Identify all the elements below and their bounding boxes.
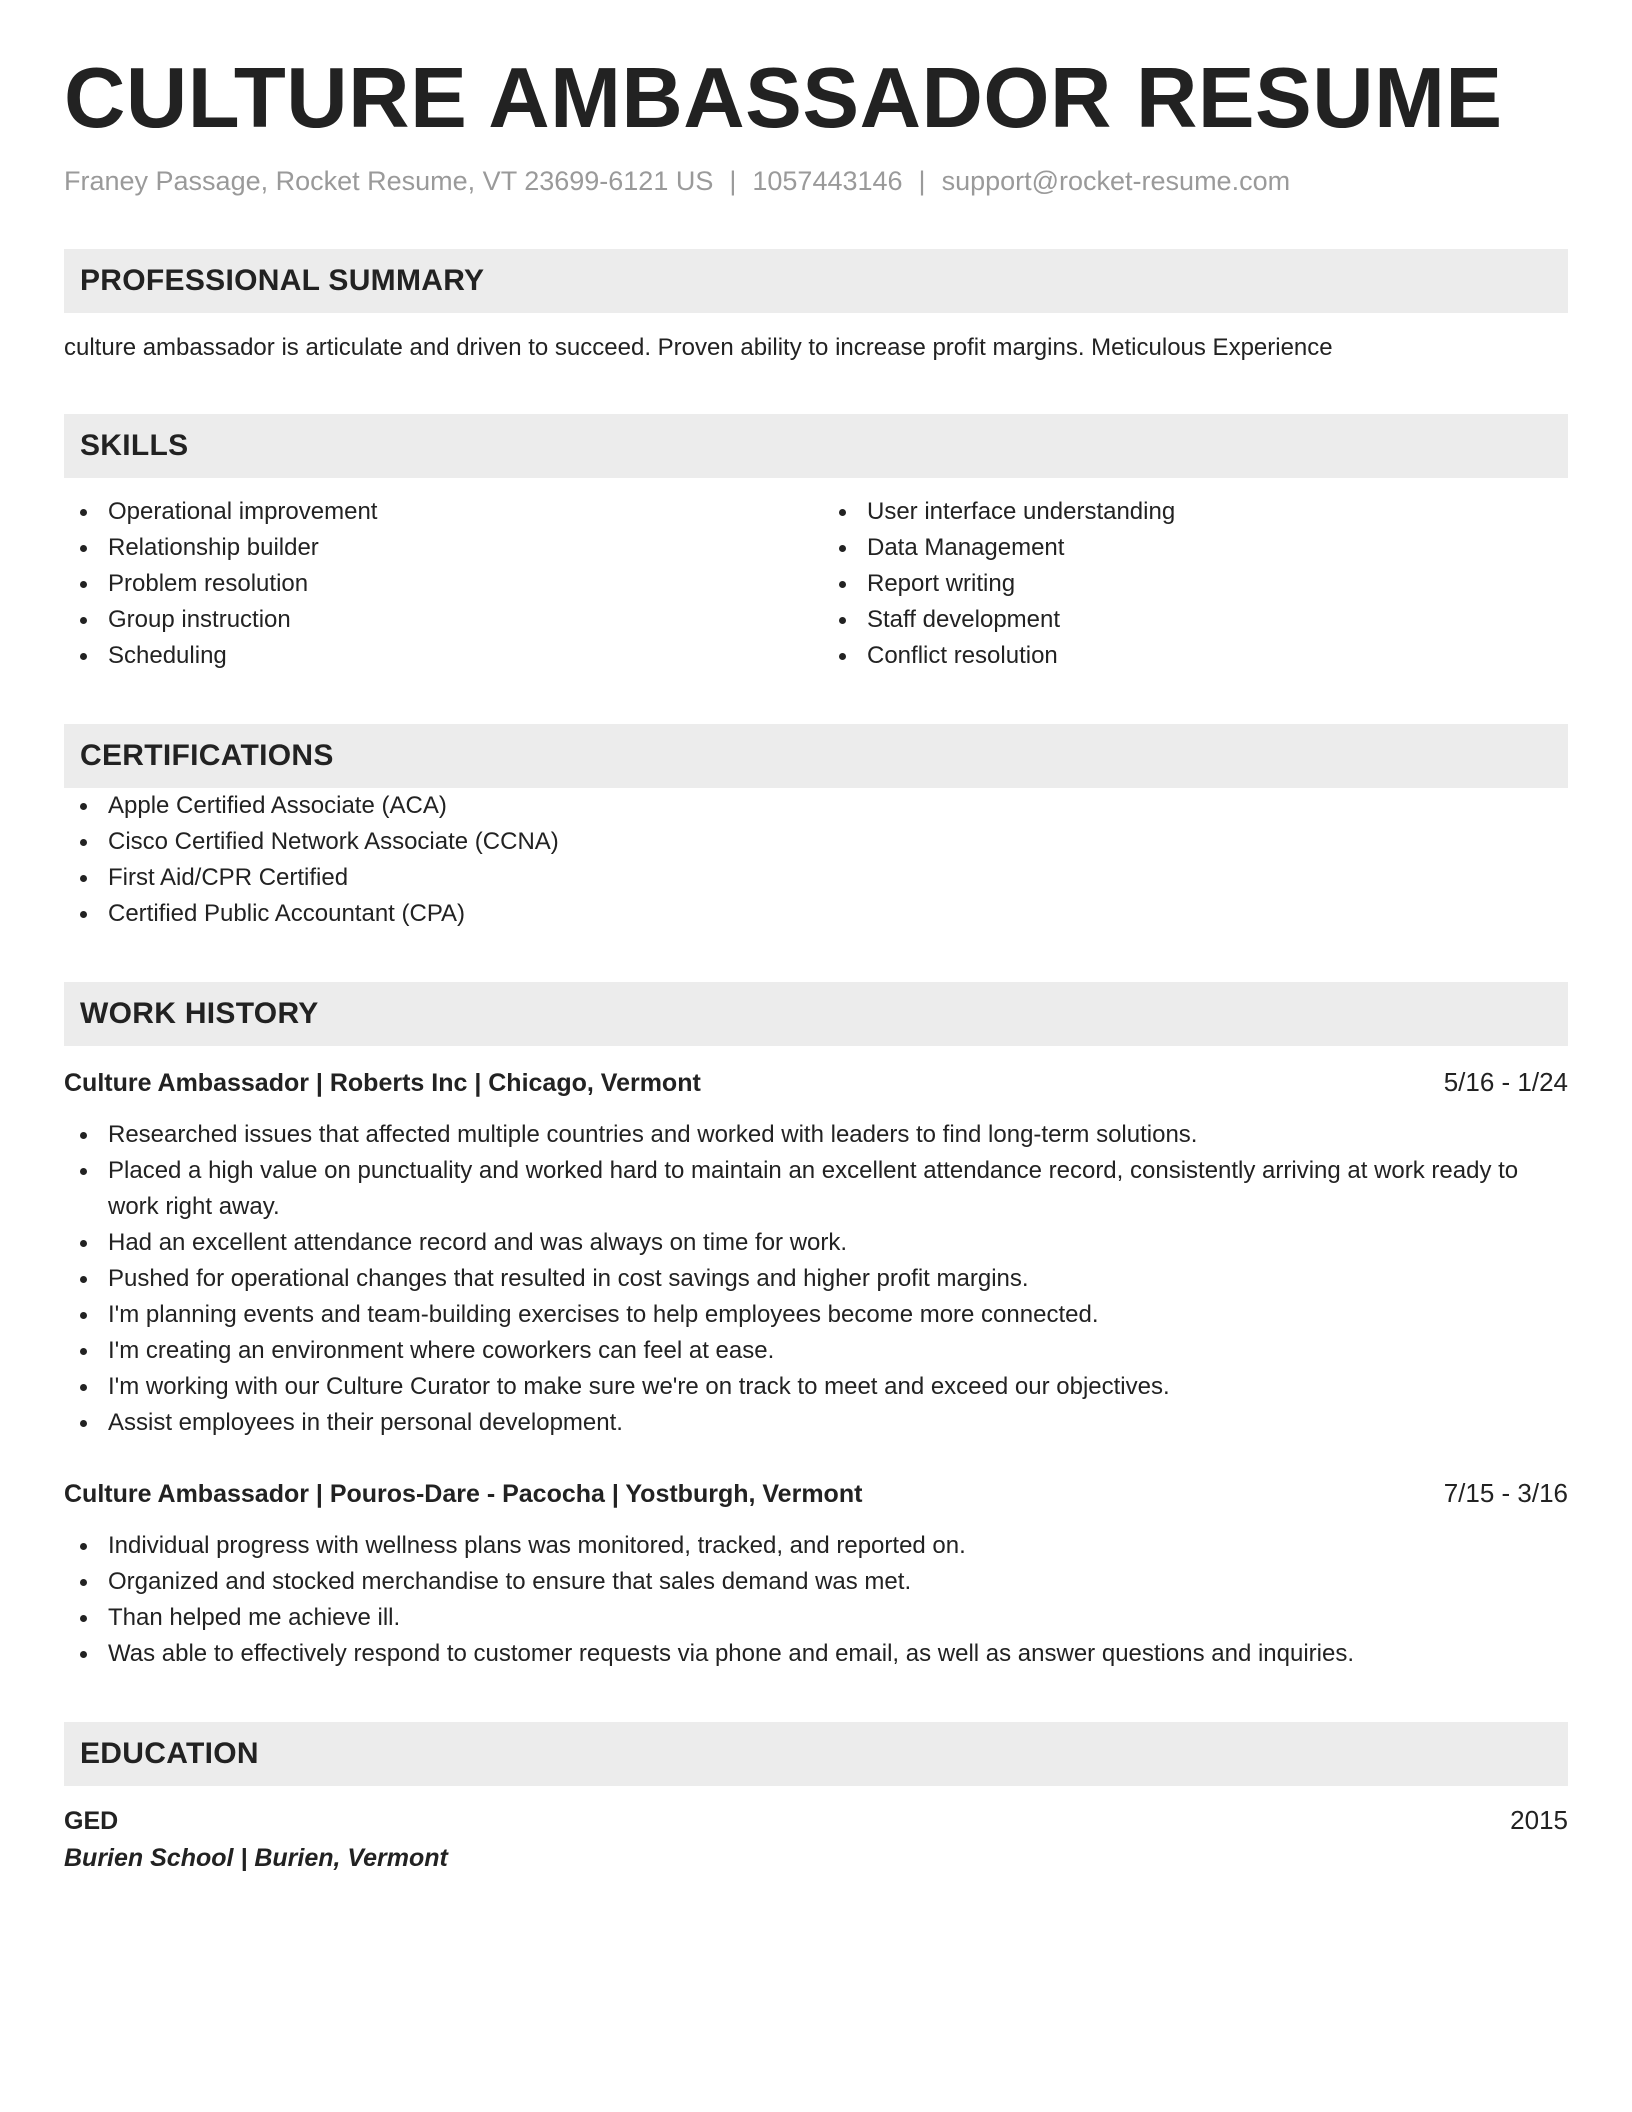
contact-phone: 1057443146 xyxy=(752,165,903,196)
section-heading-education: EDUCATION xyxy=(64,1722,1568,1786)
contact-separator: | xyxy=(729,165,737,196)
job-bullet: Pushed for operational changes that resulted in cost savings and higher profit margins. xyxy=(64,1261,1568,1297)
job-bullet: I'm planning events and team-building exercises to help employees become more connected. xyxy=(64,1297,1568,1333)
job-header xyxy=(64,1064,1568,1101)
contact-separator: | xyxy=(918,165,926,196)
job-bullet: Was able to effectively respond to customer requests via phone and email, as well as answer questions and inquiries. xyxy=(64,1636,1568,1672)
resume-title: CULTURE AMBASSADOR RESUME xyxy=(64,51,1503,146)
skills-list xyxy=(64,494,1568,674)
job-title: Culture Ambassador | Pouros-Dare - Pacocha | Yostburgh, Vermont xyxy=(64,1480,863,1509)
job-bullets xyxy=(64,1117,1568,1441)
section-heading-skills: SKILLS xyxy=(64,414,1568,478)
job-bullet: I'm working with our Culture Curator to make sure we're on track to meet and exceed our objectives. xyxy=(64,1369,1568,1405)
education-header xyxy=(64,1802,1568,1839)
summary-text: culture ambassador is articulate and driven to succeed. Proven ability to increase profit margins. Meticulous Experience xyxy=(64,333,1333,361)
education-school: Burien School | Burien, Vermont xyxy=(64,1844,448,1873)
job-bullet: Than helped me achieve ill. xyxy=(64,1600,1568,1636)
skills-column-right xyxy=(809,494,1568,674)
job-dates: 5/16 - 1/24 xyxy=(1443,1067,1568,1098)
skill-item: User interface understanding xyxy=(823,494,1568,530)
job-bullet: Individual progress with wellness plans was monitored, tracked, and reported on. xyxy=(64,1528,1568,1564)
contact-address: Franey Passage, Rocket Resume, VT 23699-6121 US xyxy=(64,165,714,196)
job-entry xyxy=(64,1064,1568,1441)
skill-item: Report writing xyxy=(823,566,1568,602)
job-header xyxy=(64,1475,1568,1512)
skill-item: Operational improvement xyxy=(64,494,809,530)
section-heading-work-history: WORK HISTORY xyxy=(64,982,1568,1046)
education-degree: GED xyxy=(64,1807,119,1836)
certification-item: Apple Certified Associate (ACA) xyxy=(64,788,1568,824)
skill-item: Conflict resolution xyxy=(823,638,1568,674)
section-heading-summary: PROFESSIONAL SUMMARY xyxy=(64,249,1568,313)
certification-item: Cisco Certified Network Associate (CCNA) xyxy=(64,824,1568,860)
education-entry xyxy=(64,1802,1568,1877)
job-bullet: Placed a high value on punctuality and worked hard to maintain an excellent attendance record, consistently arriving at work ready to work right away. xyxy=(64,1153,1568,1225)
skill-item: Scheduling xyxy=(64,638,809,674)
job-title: Culture Ambassador | Roberts Inc | Chicago, Vermont xyxy=(64,1069,701,1098)
section-heading-certifications: CERTIFICATIONS xyxy=(64,724,1568,788)
skills-column-left xyxy=(64,494,809,674)
certification-item: Certified Public Accountant (CPA) xyxy=(64,896,1568,932)
job-bullet: Researched issues that affected multiple countries and worked with leaders to find long-term solutions. xyxy=(64,1117,1568,1153)
contact-email: support@rocket-resume.com xyxy=(941,165,1291,196)
job-entry xyxy=(64,1475,1568,1672)
job-dates: 7/15 - 3/16 xyxy=(1443,1478,1568,1509)
job-bullet: I'm creating an environment where coworkers can feel at ease. xyxy=(64,1333,1568,1369)
job-bullets xyxy=(64,1528,1568,1672)
job-bullet: Organized and stocked merchandise to ensure that sales demand was met. xyxy=(64,1564,1568,1600)
job-bullet: Had an excellent attendance record and was always on time for work. xyxy=(64,1225,1568,1261)
skill-item: Data Management xyxy=(823,530,1568,566)
skill-item: Problem resolution xyxy=(64,566,809,602)
contact-line xyxy=(64,164,1568,199)
certification-item: First Aid/CPR Certified xyxy=(64,860,1568,896)
certifications-list xyxy=(64,788,1568,932)
education-year: 2015 xyxy=(1510,1805,1568,1836)
skill-item: Relationship builder xyxy=(64,530,809,566)
skill-item: Staff development xyxy=(823,602,1568,638)
skill-item: Group instruction xyxy=(64,602,809,638)
job-bullet: Assist employees in their personal development. xyxy=(64,1405,1568,1441)
